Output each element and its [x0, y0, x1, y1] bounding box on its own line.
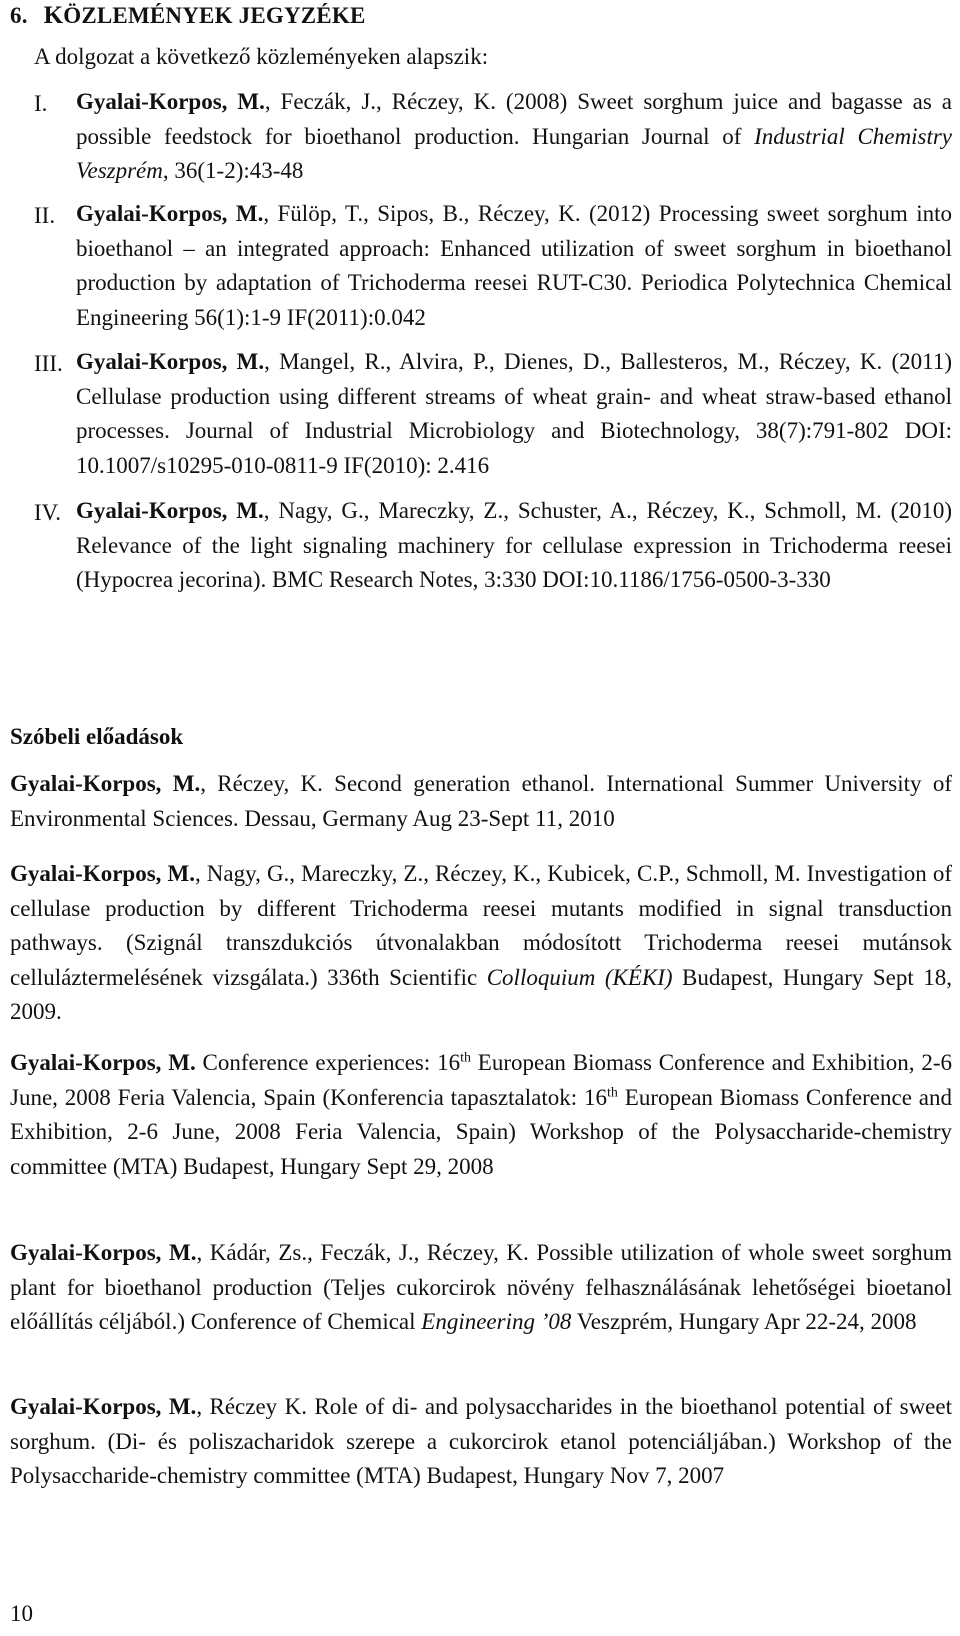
publication-text: Gyalai-Korpos, M., Fülöp, T., Sipos, B., Réczey, K. (2012) Processing sweet sorghum into bioethanol – an integrated approach: Enhanced utilization of sweet sorghum in bioethanol production by adaptation of Trichoderma reesei RUT-C30. Periodica Polytechnica Chemical Engineering 56(1):1-9 IF(2011):0.042 — [76, 201, 952, 330]
author-name: Gyalai-Korpos, M. — [10, 771, 201, 796]
heading-rest: ÖZLEMÉNYEK JEGYZÉKE — [63, 3, 366, 28]
talk-item: Gyalai-Korpos, M., Réczey, K. Second generation ethanol. International Summer University of Environmental Sciences. Dessau, Germany Aug 23-Sept 11, 2010 — [10, 771, 952, 831]
talk-item: Gyalai-Korpos, M., Kádár, Zs., Feczák, J., Réczey, K. Possible utilization of whole sweet sorghum plant for bioethanol production (Teljes cukorcirok növény felhasználásának lehetőségei bioetanol előállítás céljából.) Conference of Chemical Engineering ’08 Veszprém, Hungary Apr 22-24, 2008 — [10, 1240, 952, 1334]
intro-text: A dolgozat a következő közleményeken alapszik: — [34, 44, 489, 69]
publication-text: Gyalai-Korpos, M., Feczák, J., Réczey, K. (2008) Sweet sorghum juice and bagasse as a possible feedstock for bioethanol production. Hungarian Journal of Industrial Chemistry Veszprém, 36(1-2):43-48 — [76, 89, 953, 183]
publication-text: Gyalai-Korpos, M., Mangel, R., Alvira, P., Dienes, D., Ballesteros, M., Réczey, K. (2011) Cellulase production using different streams of wheat grain- and wheat straw-based ethanol processes. Journal of Industrial Microbiology and Biotechnology, 38(7):791-802 DOI: 10.1007/s10295-010-0811-9 IF(2010): 2.416 — [76, 349, 952, 478]
author-name: Gyalai-Korpos, M. — [76, 349, 265, 374]
author-name: Gyalai-Korpos, M. — [10, 1050, 196, 1075]
publication-number: II. — [34, 203, 56, 228]
author-name: Gyalai-Korpos, M. — [76, 89, 265, 114]
author-name: Gyalai-Korpos, M. — [76, 498, 264, 523]
section-heading — [10, 2, 365, 30]
talk-item: Gyalai-Korpos, M., Nagy, G., Mareczky, Z., Réczey, K., Kubicek, C.P., Schmoll, M. Investigation of cellulase production by different Trichoderma reesei mutants modified in signal transduction pathways. (Szignál transzdukciós útvonalakban módosított Trichoderma reesei mutánsok celluláztermelésének vizsgálata.) 336th Scientific Colloquium (KÉKI) Budapest, Hungary Sept 18, 2009. — [10, 861, 952, 1024]
author-name: Gyalai-Korpos, M. — [76, 201, 264, 226]
publication-number: I. — [34, 91, 48, 116]
talk-item: Gyalai-Korpos, M., Réczey K. Role of di- and polysaccharides in the bioethanol potential of sweet sorghum. (Di- és poliszacharidok szerepe a cukorcirok etanol potenciáljában.) Workshop of the Polysaccharide-chemistry committee (MTA) Budapest, Hungary Nov 7, 2007 — [10, 1394, 952, 1488]
publication-number: III. — [34, 351, 63, 376]
publication-number: IV. — [34, 500, 62, 525]
talk-item: Gyalai-Korpos, M. Conference experiences: 16th European Biomass Conference and Exhibition, 2-6 June, 2008 Feria Valencia, Spain (Konferencia tapasztalatok: 16th European Biomass Conference and Exhibition, 2-6 June, 2008 Feria Valencia, Spain) Workshop of the Polysaccharide-chemistry committee (MTA) Budapest, Hungary Sept 29, 2008 — [10, 1050, 952, 1179]
heading-number: 6. — [10, 3, 28, 28]
author-name: Gyalai-Korpos, M. — [10, 1240, 197, 1265]
publication-text: Gyalai-Korpos, M., Nagy, G., Mareczky, Z., Schuster, A., Réczey, K., Schmoll, M. (2010) Relevance of the light signaling machinery for cellulase expression in Trichoderma reesei (Hypocrea jecorina). BMC Research Notes, 3:330 DOI:10.1186/1756-0500-3-330 — [76, 498, 952, 592]
author-name: Gyalai-Korpos, M. — [10, 861, 195, 886]
event-name: Colloquium (KÉKI) — [486, 964, 673, 990]
page-number: 10 — [10, 1601, 33, 1626]
oral-presentations-title: Szóbeli előadások — [10, 724, 184, 749]
heading-initial: K — [43, 2, 64, 29]
author-name: Gyalai-Korpos, M. — [10, 1394, 197, 1419]
event-name: Engineering ’08 — [421, 1309, 572, 1334]
journal-name: Industrial Chemistry Veszprém — [76, 123, 953, 183]
